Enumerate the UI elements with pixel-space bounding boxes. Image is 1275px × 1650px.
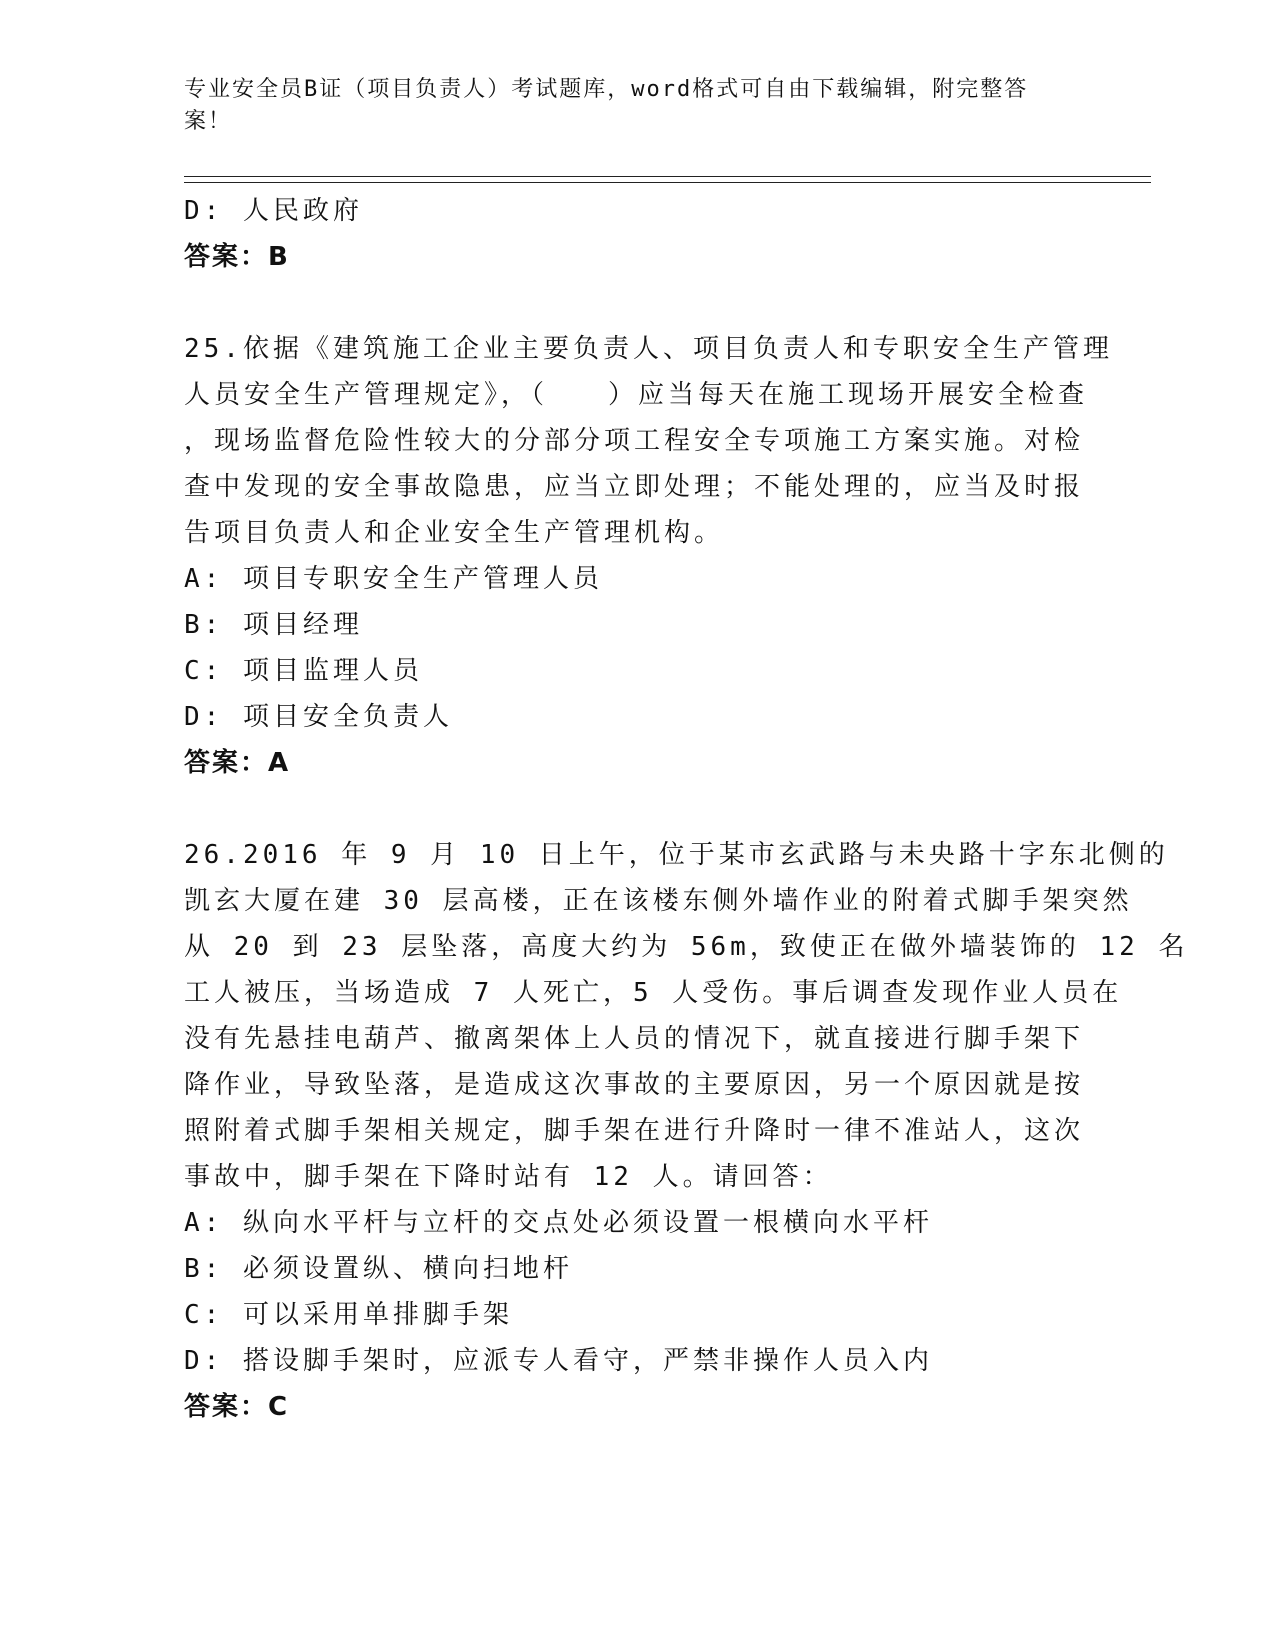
stem-line: 事故中，脚手架在下降时站有 12 人。请回答： [184,1162,833,1192]
document-body [184,188,1189,1430]
stem-line: 25.依据《建筑施工企业主要负责人、项目负责人和专职安全生产管理 [184,334,1113,364]
q26-option-b: B: 必须设置纵、横向扫地杆 [184,1254,573,1284]
prev-answer: 答案：B [184,242,290,272]
stem-line: ，现场监督危险性较大的分部分项工程安全专项施工方案实施。对检 [184,426,1085,456]
prev-option-d: D: 人民政府 [184,196,363,226]
stem-line: 26.2016 年 9 月 10 日上午，位于某市玄武路与未央路十字东北侧的 [184,840,1169,870]
stem-line: 告项目负责人和企业安全生产管理机构。 [184,518,725,548]
spacer [184,280,1084,326]
stem-line: 照附着式脚手架相关规定，脚手架在进行升降时一律不准站人，这次 [184,1116,1085,1146]
q26-answer: 答案：C [184,1392,290,1422]
stem-line: 没有先悬挂电葫芦、撤离架体上人员的情况下，就直接进行脚手架下 [184,1024,1085,1054]
q25-option-a: A: 项目专职安全生产管理人员 [184,564,603,594]
prev-question [184,188,1084,280]
q25-answer: 答案：A [184,748,291,778]
stem-line: 降作业，导致坠落，是造成这次事故的主要原因，另一个原因就是按 [184,1070,1085,1100]
q25-option-d: D: 项目安全负责人 [184,702,453,732]
question-25 [184,326,1113,786]
q26-option-a: A: 纵向水平杆与立杆的交点处必须设置一根横向水平杆 [184,1208,933,1238]
q25-option-c: C: 项目监理人员 [184,656,423,686]
question-25-stem [184,326,1113,556]
stem-line: 工人被压，当场造成 7 人死亡，5 人受伤。事后调查发现作业人员在 [184,978,1123,1008]
header-line-2: 案！ [184,109,233,134]
spacer [184,786,1084,832]
stem-line: 人员安全生产管理规定》，（ ）应当每天在施工现场开展安全检查 [184,380,1089,410]
document-header [184,74,1064,138]
question-26 [184,832,1189,1430]
header-divider-bottom [184,182,1151,183]
q25-option-b: B: 项目经理 [184,610,363,640]
q26-option-c: C: 可以采用单排脚手架 [184,1300,513,1330]
stem-line: 查中发现的安全事故隐患，应当立即处理；不能处理的，应当及时报 [184,472,1085,502]
header-divider-top [184,176,1151,177]
header-line-1: 专业安全员B证（项目负责人）考试题库，word格式可自由下载编辑，附完整答 [184,77,1029,102]
question-26-stem [184,832,1189,1200]
stem-line: 从 20 到 23 层坠落，高度大约为 56m，致使正在做外墙装饰的 12 名 [184,932,1189,962]
q26-option-d: D: 搭设脚手架时，应派专人看守，严禁非操作人员入内 [184,1346,933,1376]
stem-line: 凯玄大厦在建 30 层高楼，正在该楼东侧外墙作业的附着式脚手架突然 [184,886,1133,916]
